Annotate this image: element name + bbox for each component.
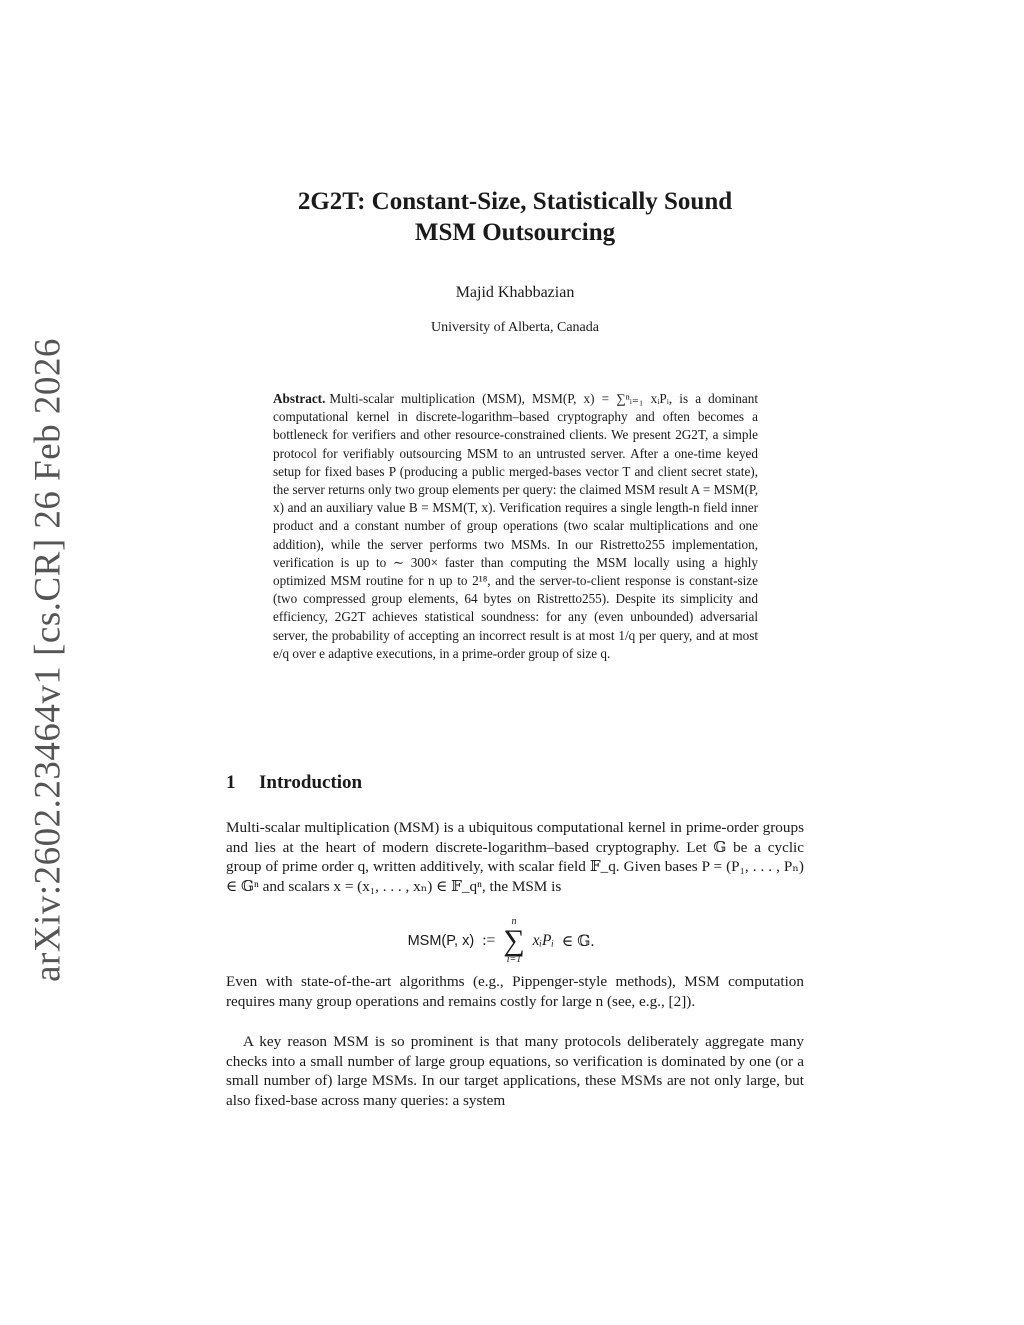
- arxiv-identifier: arXiv:2602.23464v1 [cs.CR] 26 Feb 2026: [27, 338, 69, 982]
- author-affiliation: University of Alberta, Canada: [431, 320, 599, 335]
- intro-paragraph-1-text: Multi-scalar multiplication (MSM) is a ubiquitous computational kernel in prime-order groups and lies at the heart of modern discrete-logarithm–based cryptography. Let 𝔾 be a cyclic group of prime order q, written additively, with scalar field 𝔽_q. Given bases P = (P₁, . . . , Pₙ) ∈ 𝔾ⁿ and scalars x = (x₁, . . . , xₙ) ∈ 𝔽_qⁿ, the MSM is: [226, 819, 804, 896]
- intro-paragraph-3: [226, 1032, 804, 1111]
- summation-upper-limit: n: [511, 916, 517, 927]
- equation-lhs: MSM(P, x): [407, 933, 475, 949]
- intro-paragraph-3-text: A key reason MSM is so prominent is that many protocols deliberately aggregate many checks into a small number of large group equations, so verification is dominated by one (or a small number of) large MSMs. In our target applications, these MSMs are not only large, but also fixed-base across many queries: a system: [226, 1033, 804, 1110]
- equation-assign: :=: [482, 932, 496, 949]
- abstract-paragraph: [273, 390, 758, 663]
- sigma-icon: ∑: [503, 924, 525, 957]
- author-name: Majid Khabbazian: [455, 284, 575, 301]
- intro-paragraph-1: [226, 818, 804, 897]
- abstract-text: Multi-scalar multiplication (MSM), MSM(P, x) = ∑ⁿᵢ₌₁ xᵢPᵢ, is a dominant computational kernel in discrete-logarithm–based cryptography and often becomes a bottleneck for verifiers and other resource-constrained clients. We present 2G2T, a simple protocol for verifiably outsourcing MSM to an untrusted server. After a one-time keyed setup for fixed bases P (producing a public merged-bases vector T and client secret state), the server returns only two group elements per query: the claimed MSM result A = MSM(P, x) and an auxiliary value B = MSM(T, x). Verification requires a single length-n field inner product and a constant number of group operations (two scalar multiplications and one addition), while the server performs two MSMs. In our Ristretto255 implementation, verification is up to ∼ 300× faster than computing the MSM locally using a highly optimized MSM routine for n up to 2¹⁸, and the server-to-client response is constant-size (two compressed group elements, 64 bytes on Ristretto255). Despite its simplicity and efficiency, 2G2T achieves statistical soundness: for any (even unbounded) adversarial server, the probability of accepting an incorrect result is at most 1/q per query, and at most e/q over e adaptive executions, in a prime-order group of size q.: [273, 391, 758, 661]
- abstract: [273, 390, 758, 663]
- msm-equation: [226, 912, 804, 970]
- msm-equation-body: [408, 917, 595, 965]
- intro-paragraph-2: [226, 972, 804, 1011]
- paper-title-line-1: 2G2T: Constant-Size, Statistically Sound: [297, 188, 733, 215]
- paper-title: [226, 186, 804, 248]
- equation-membership: ∈ 𝔾.: [561, 932, 595, 950]
- equation-term: xᵢPᵢ: [532, 932, 554, 949]
- paper-title-line-2: MSM Outsourcing: [414, 219, 616, 246]
- summation-symbol: [503, 917, 524, 965]
- summation-lower-limit: i=1: [506, 954, 522, 965]
- intro-paragraph-2-text: Even with state-of-the-art algorithms (e.g., Pippenger-style methods), MSM computation requires many group operations and remains costly for large n (see, e.g., [2]).: [226, 973, 804, 1010]
- section-number: 1: [226, 772, 236, 793]
- abstract-label: Abstract.: [273, 391, 326, 406]
- section-title: Introduction: [259, 772, 363, 793]
- section-heading: [226, 772, 804, 794]
